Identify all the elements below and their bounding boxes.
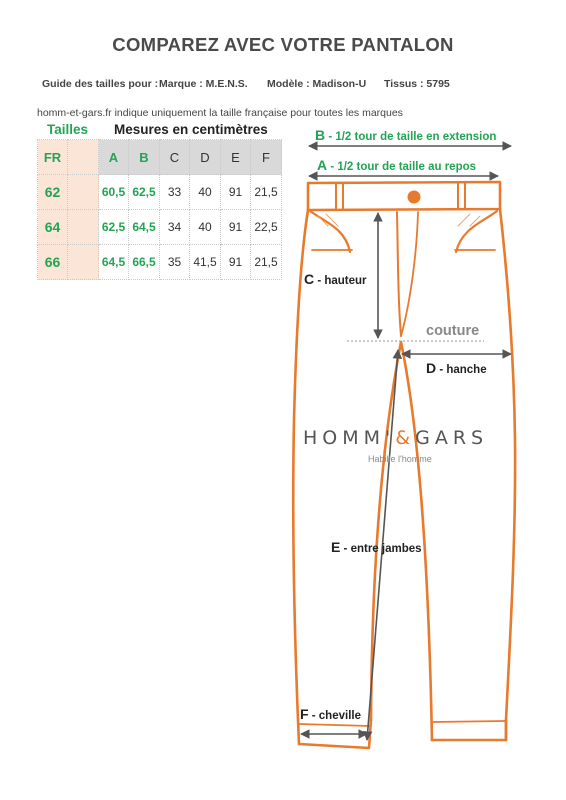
brand-name-left: HOMM' [303, 427, 396, 449]
letter-c: C [304, 271, 315, 287]
text-c: - hauteur [314, 275, 367, 287]
label-f [300, 706, 361, 722]
column-header-b: B [129, 140, 160, 175]
cell-b: 62,5 [129, 175, 160, 210]
cell-fr: 62 [38, 175, 68, 210]
cell-d: 40 [190, 210, 221, 245]
label-b [315, 127, 496, 143]
cell-f: 21,5 [251, 175, 282, 210]
mesures-header: Mesures en centimètres [114, 122, 268, 137]
cell-c: 35 [160, 245, 190, 280]
guide-label: Guide des tailles pour : [42, 78, 159, 90]
cell-fr: 64 [38, 210, 68, 245]
cell-e: 91 [221, 210, 251, 245]
column-header-fr: FR [38, 140, 68, 175]
cell-d: 40 [190, 175, 221, 210]
letter-b: B [315, 127, 326, 143]
cell-e: 91 [221, 175, 251, 210]
cell-a: 60,5 [99, 175, 129, 210]
brand-name-right: GARS [415, 427, 489, 449]
guide-modele: Modèle : Madison-U [267, 78, 367, 90]
tailles-header: Tailles [47, 122, 89, 137]
letter-f: F [300, 706, 309, 722]
button-icon [408, 191, 421, 204]
cell-f: 22,5 [251, 210, 282, 245]
guide-tissus: Tissus : 5795 [384, 78, 450, 90]
cell-e: 91 [221, 245, 251, 280]
cell-a: 64,5 [99, 245, 129, 280]
text-a: - 1/2 tour de taille au repos [327, 161, 477, 173]
size-note: homm-et-gars.fr indique uniquement la taille française pour toutes les marques [37, 107, 403, 119]
trousers-outline [293, 182, 515, 748]
text-d: - hanche [436, 364, 487, 376]
page-title: COMPAREZ AVEC VOTRE PANTALON [112, 34, 454, 55]
cell-d: 41,5 [190, 245, 221, 280]
label-c [304, 271, 367, 287]
cell-f: 21,5 [251, 245, 282, 280]
brand-ampersand: & [395, 427, 416, 449]
text-f: - cheville [308, 710, 361, 722]
cell-c: 33 [160, 175, 190, 210]
letter-a: A [317, 157, 328, 173]
guide-marque: Marque : M.E.N.S. [159, 78, 248, 90]
letter-d: D [426, 360, 437, 376]
column-header-e: E [221, 140, 251, 175]
label-e [331, 539, 422, 555]
column-header-a: A [99, 140, 129, 175]
cell-c: 34 [160, 210, 190, 245]
couture-label: couture [426, 323, 480, 339]
cell-fr: 66 [38, 245, 68, 280]
column-header-d: D [190, 140, 221, 175]
column-header-f: F [251, 140, 282, 175]
cell-b: 64,5 [129, 210, 160, 245]
letter-e: E [331, 539, 341, 555]
label-a [317, 157, 476, 173]
column-header-c: C [160, 140, 190, 175]
cell-b: 66,5 [129, 245, 160, 280]
brand-slogan: Habille l'homme [368, 454, 432, 464]
cell-a: 62,5 [99, 210, 129, 245]
text-b: - 1/2 tour de taille en extension [325, 131, 497, 143]
text-e: - entre jambes [340, 543, 422, 555]
label-d [426, 360, 487, 376]
brand-logo [303, 427, 488, 449]
